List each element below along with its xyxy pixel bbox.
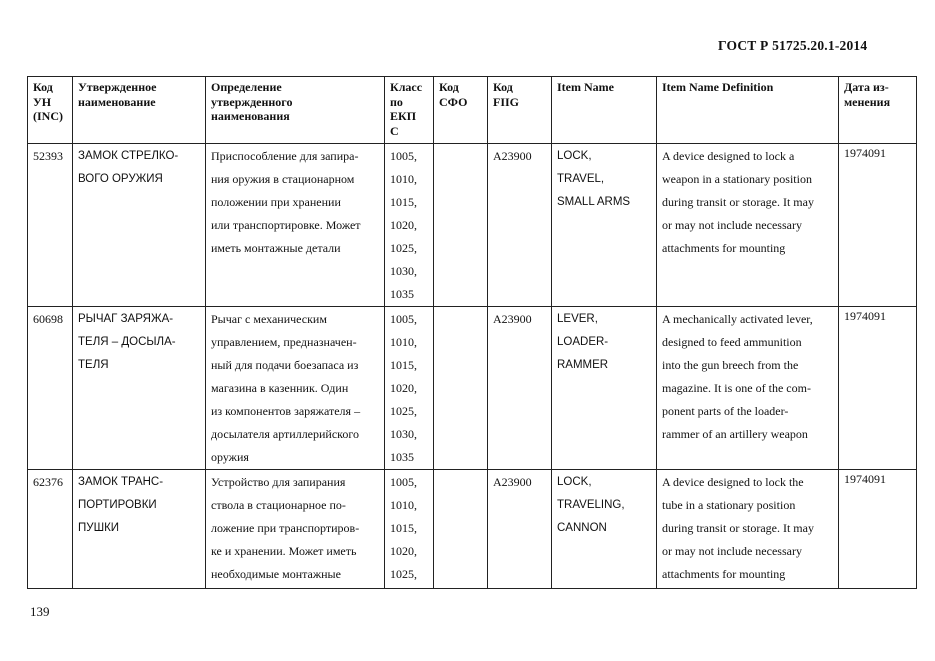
cell-line: необходимые монтажные xyxy=(211,567,341,581)
col-fiig-code-header xyxy=(488,77,552,144)
cell-line: attachments for mounting xyxy=(662,567,786,581)
header-line: Item Name Definition xyxy=(662,80,774,94)
cell-line: ПУШКИ xyxy=(78,522,120,534)
fiig-code-cell xyxy=(488,470,552,589)
header-line: Код xyxy=(439,80,459,94)
cell-line: 1010, xyxy=(390,498,417,512)
cell-value: 52393 xyxy=(33,149,63,163)
cell-line: LOADER- xyxy=(557,336,609,348)
header-line: ЕКП xyxy=(390,109,417,123)
cell-line: into the gun breech from the xyxy=(662,358,799,372)
cell-value: A23900 xyxy=(493,475,532,489)
cell-line: положении при хранении xyxy=(211,195,341,209)
col-item-name-header xyxy=(552,77,657,144)
cell-line: 1015, xyxy=(390,195,417,209)
ekps-class-cell xyxy=(385,307,434,470)
cell-line: LOCK, xyxy=(557,150,592,162)
name-definition-cell xyxy=(206,307,385,470)
cell-line: 1020, xyxy=(390,218,417,232)
cell-line: из компонентов заряжателя – xyxy=(211,404,361,418)
cell-line: ложение при транспортиров- xyxy=(211,521,360,535)
item-name-cell xyxy=(552,307,657,470)
cell-line: ПОРТИРОВКИ xyxy=(78,499,157,511)
col-change-date-header xyxy=(839,77,917,144)
cell-line: SMALL ARMS xyxy=(557,196,631,208)
cell-line: 1020, xyxy=(390,381,417,395)
item-name-definition-cell xyxy=(657,470,839,589)
item-name-definition-cell xyxy=(657,144,839,307)
document-standard-title: ГОСТ Р 51725.20.1-2014 xyxy=(718,38,868,53)
cell-line: 1035 xyxy=(390,450,414,464)
table-body xyxy=(28,144,917,589)
cell-line: 1035 xyxy=(390,287,414,301)
item-name-definition-cell xyxy=(657,307,839,470)
cell-line: LOCK, xyxy=(557,476,592,488)
cell-line: 1010, xyxy=(390,335,417,349)
cell-line: tube in a stationary position xyxy=(662,498,796,512)
name-definition-cell xyxy=(206,470,385,589)
cell-line: designed to feed ammunition xyxy=(662,335,802,349)
cell-line: CANNON xyxy=(557,522,607,534)
cell-line: 1005, xyxy=(390,475,417,489)
cell-value: 1974091 xyxy=(844,146,886,160)
cell-line: Устройство для запирания xyxy=(211,475,346,489)
cell-line: 1005, xyxy=(390,312,417,326)
cell-line: ке и хранении. Может иметь xyxy=(211,544,357,558)
header-line: Утвержденное xyxy=(78,80,157,94)
cell-line: rammer of an artillery weapon xyxy=(662,427,808,441)
cell-line: 1015, xyxy=(390,358,417,372)
header-line: Класс xyxy=(390,80,423,94)
ekps-class-cell xyxy=(385,144,434,307)
cell-line: 1030, xyxy=(390,264,417,278)
col-inc-code-header xyxy=(28,77,73,144)
cell-value: A23900 xyxy=(493,149,532,163)
header-line: Item Name xyxy=(557,80,614,94)
header-line: Код xyxy=(33,80,53,94)
cell-value: 1974091 xyxy=(844,309,886,323)
cell-line: ствола в стационарное по- xyxy=(211,498,346,512)
cell-line: A mechanically activated lever, xyxy=(662,312,813,326)
cell-line: РЫЧАГ ЗАРЯЖА- xyxy=(78,313,174,325)
cell-line: управлением, предназначен- xyxy=(211,335,357,349)
inc-code-cell xyxy=(28,470,73,589)
header-line: по xyxy=(390,94,403,109)
cell-value: 1974091 xyxy=(844,472,886,486)
header-line: наименования xyxy=(211,109,290,123)
cell-line: A device designed to lock the xyxy=(662,475,804,489)
cell-line: or may not include necessary xyxy=(662,218,802,232)
cell-line: ния оружия в стационарном xyxy=(211,172,355,186)
header-line: СФО xyxy=(439,94,468,109)
inc-code-cell xyxy=(28,307,73,470)
approved-name-cell xyxy=(73,307,206,470)
classification-table xyxy=(27,76,917,589)
cell-line: 1025, xyxy=(390,241,417,255)
cell-line: A device designed to lock a xyxy=(662,149,795,163)
cell-line: ТЕЛЯ xyxy=(78,359,109,371)
change-date-cell xyxy=(839,307,917,470)
header-line: Дата из- xyxy=(844,80,889,94)
cell-line: оружия xyxy=(211,450,249,464)
col-ekps-class-header xyxy=(385,77,434,144)
cell-line: ЗАМОК ТРАНС- xyxy=(78,476,164,488)
cell-line: LEVER, xyxy=(557,313,598,325)
cell-line: 1010, xyxy=(390,172,417,186)
cell-line: 1005, xyxy=(390,149,417,163)
cell-line: иметь монтажные детали xyxy=(211,241,341,255)
cell-line: ВОГО ОРУЖИЯ xyxy=(78,173,163,185)
item-name-cell xyxy=(552,470,657,589)
inc-code-cell xyxy=(28,144,73,307)
cell-line: ponent parts of the loader- xyxy=(662,404,789,418)
table-row xyxy=(28,470,917,589)
cell-value: A23900 xyxy=(493,312,532,326)
cell-line: ный для подачи боезапаса из xyxy=(211,358,359,372)
cell-line: magazine. It is one of the com- xyxy=(662,381,811,395)
table-row xyxy=(28,307,917,470)
cell-value: 62376 xyxy=(33,475,63,489)
header-line: FIIG xyxy=(493,94,520,109)
cell-line: RAMMER xyxy=(557,359,609,371)
cell-line: 1015, xyxy=(390,521,417,535)
approved-name-cell xyxy=(73,470,206,589)
cell-line: досылателя артиллерийского xyxy=(211,427,360,441)
cell-value: 60698 xyxy=(33,312,63,326)
sfo-code-cell xyxy=(434,307,488,470)
cell-line: 1025, xyxy=(390,567,417,581)
cell-line: или транспортировке. Может xyxy=(211,218,361,232)
cell-line: 1025, xyxy=(390,404,417,418)
name-definition-cell xyxy=(206,144,385,307)
ekps-class-cell xyxy=(385,470,434,589)
col-item-name-definition-header xyxy=(657,77,839,144)
cell-line: attachments for mounting xyxy=(662,241,786,255)
cell-line: ТЕЛЯ – ДОСЫЛА- xyxy=(78,336,176,348)
header-line: утвержденного xyxy=(211,94,293,109)
sfo-code-cell xyxy=(434,144,488,307)
cell-line: during transit or storage. It may xyxy=(662,521,814,535)
header-line: наименование xyxy=(78,94,156,109)
cell-line: 1020, xyxy=(390,544,417,558)
header-line: менения xyxy=(844,94,891,109)
table-row xyxy=(28,144,917,307)
cell-line: Рычаг с механическим xyxy=(211,312,327,326)
col-sfo-code-header xyxy=(434,77,488,144)
approved-name-cell xyxy=(73,144,206,307)
page-number: 139 xyxy=(30,604,50,619)
fiig-code-cell xyxy=(488,144,552,307)
header-line: Код xyxy=(493,80,513,94)
change-date-cell xyxy=(839,144,917,307)
cell-line: ЗАМОК СТРЕЛКО- xyxy=(78,150,179,162)
header-line: (INC) xyxy=(33,109,63,123)
cell-line: Приспособление для запира- xyxy=(211,149,359,163)
sfo-code-cell xyxy=(434,470,488,589)
col-approved-name-header xyxy=(73,77,206,144)
item-name-cell xyxy=(552,144,657,307)
col-name-definition-header xyxy=(206,77,385,144)
cell-line: weapon in a stationary position xyxy=(662,172,812,186)
cell-line: TRAVELING, xyxy=(557,499,625,511)
cell-line: TRAVEL, xyxy=(557,173,605,185)
header-line: С xyxy=(390,123,399,138)
cell-line: during transit or storage. It may xyxy=(662,195,814,209)
cell-line: 1030, xyxy=(390,427,417,441)
cell-line: or may not include necessary xyxy=(662,544,802,558)
cell-line: магазина в казенник. Один xyxy=(211,381,349,395)
header-line: Определение xyxy=(211,80,282,94)
header-line: УН xyxy=(33,94,52,109)
fiig-code-cell xyxy=(488,307,552,470)
table-header-row xyxy=(28,77,917,144)
change-date-cell xyxy=(839,470,917,589)
